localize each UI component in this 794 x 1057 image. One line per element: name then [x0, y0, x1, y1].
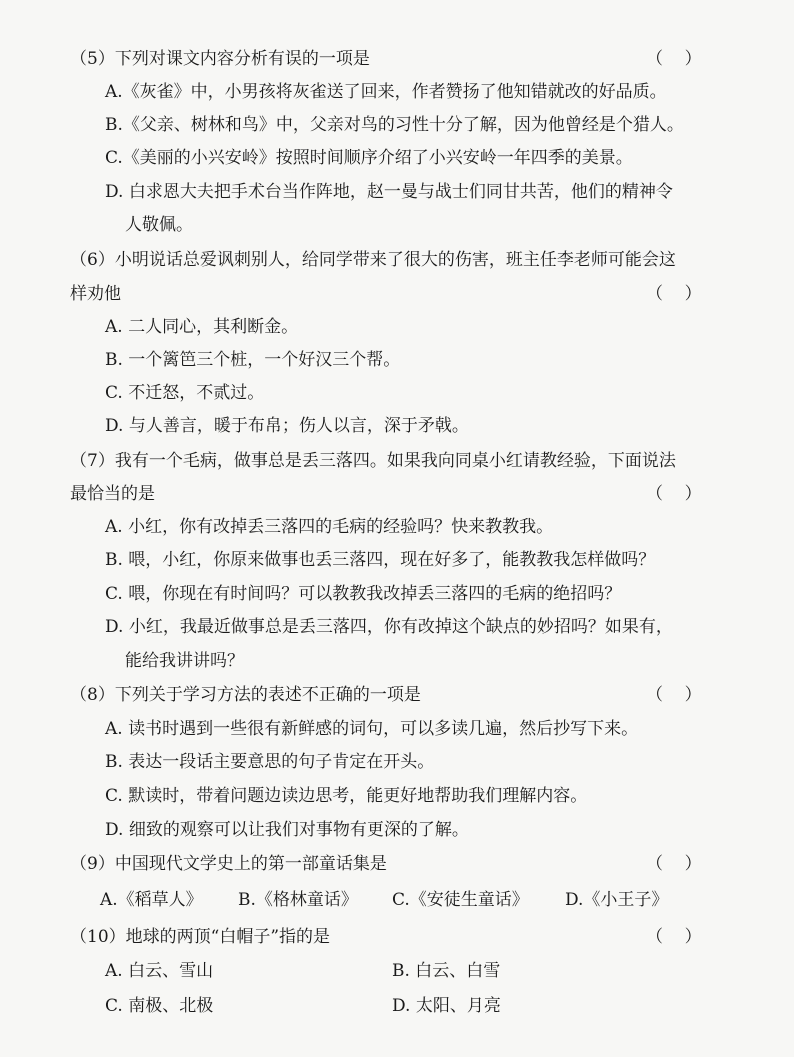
- question-6-stem: （6）小明说话总爱讽刺别人，给同学带来了很大的伤害，班主任李老师可能会这: [70, 250, 676, 270]
- question-5-stem: （5）下列对课文内容分析有误的一项是: [70, 49, 370, 69]
- question-6-option-a: A. 二人同心，其利断金。: [105, 317, 299, 337]
- question-10-stem: （10）地球的两顶“白帽子”指的是: [70, 927, 331, 947]
- question-10-option-c: C. 南极、北极: [105, 996, 214, 1016]
- question-8-stem: （8）下列关于学习方法的表述不正确的一项是: [70, 685, 421, 705]
- question-8-option-b: B. 表达一段话主要意思的句子肯定在开头。: [105, 752, 435, 772]
- question-7-stem: （7）我有一个毛病，做事总是丢三落四。如果我向同桌小红请教经验，下面说法: [70, 451, 676, 471]
- question-10-option-b: B. 白云、白雪: [392, 961, 501, 981]
- question-7-option-a: A. 小红，你有改掉丢三落四的毛病的经验吗？快来教教我。: [105, 517, 554, 537]
- question-6-stem-cont: 样劝他: [70, 284, 121, 304]
- question-6-answer-blank: （ ）: [646, 284, 702, 304]
- question-7-option-b: B. 喂，小红，你原来做事也丢三落四，现在好多了，能教教我怎样做吗？: [105, 550, 656, 570]
- question-6-option-c: C. 不迁怒，不贰过。: [105, 383, 265, 403]
- question-5-option-a: A.《灰雀》中，小男孩将灰雀送了回来，作者赞扬了他知错就改的好品质。: [105, 82, 667, 102]
- question-7-stem-cont: 最恰当的是: [70, 484, 155, 504]
- question-8-option-d: D. 细致的观察可以让我们对事物有更深的了解。: [105, 820, 469, 840]
- question-8-option-a: A. 读书时遇到一些很有新鲜感的词句，可以多读几遍，然后抄写下来。: [105, 719, 639, 739]
- question-5-answer-blank: （ ）: [646, 49, 702, 69]
- question-10-answer-blank: （ ）: [646, 927, 702, 947]
- question-9-stem: （9）中国现代文学史上的第一部童话集是: [70, 854, 387, 874]
- question-5-option-d-cont: 人敬佩。: [125, 215, 193, 235]
- question-7-option-c: C. 喂，你现在有时间吗？可以教教我改掉丢三落四的毛病的绝招吗？: [105, 584, 622, 604]
- question-8-option-c: C. 默读时，带着问题边读边思考，能更好地帮助我们理解内容。: [105, 786, 588, 806]
- question-6-option-d: D. 与人善言，暖于布帛；伤人以言，深于矛戟。: [105, 416, 469, 436]
- question-7-answer-blank: （ ）: [646, 484, 702, 504]
- question-10-option-d: D. 太阳、月亮: [392, 996, 501, 1016]
- question-5-option-b: B.《父亲、树林和鸟》中，父亲对鸟的习性十分了解，因为他曾经是个猎人。: [105, 115, 684, 135]
- question-10-option-a: A. 白云、雪山: [105, 961, 214, 981]
- question-8-answer-blank: （ ）: [646, 685, 702, 705]
- question-9-option-a: A.《稻草人》: [100, 890, 203, 910]
- question-9-option-c: C.《安徒生童话》: [392, 890, 529, 910]
- question-7-option-d-cont: 能给我讲讲吗？: [125, 651, 244, 671]
- question-9-option-d: D.《小王子》: [565, 890, 669, 910]
- question-9-option-b: B.《格林童话》: [238, 890, 358, 910]
- question-6-option-b: B. 一个篱笆三个桩，一个好汉三个帮。: [105, 350, 401, 370]
- question-7-option-d: D. 小红，我最近做事总是丢三落四，你有改掉这个缺点的妙招吗？如果有，: [105, 617, 673, 637]
- question-9-answer-blank: （ ）: [646, 854, 702, 874]
- question-5-option-c: C.《美丽的小兴安岭》按照时间顺序介绍了小兴安岭一年四季的美景。: [105, 148, 633, 168]
- question-5-option-d: D. 白求恩大夫把手术台当作阵地，赵一曼与战士们同甘共苦，他们的精神令: [105, 182, 673, 202]
